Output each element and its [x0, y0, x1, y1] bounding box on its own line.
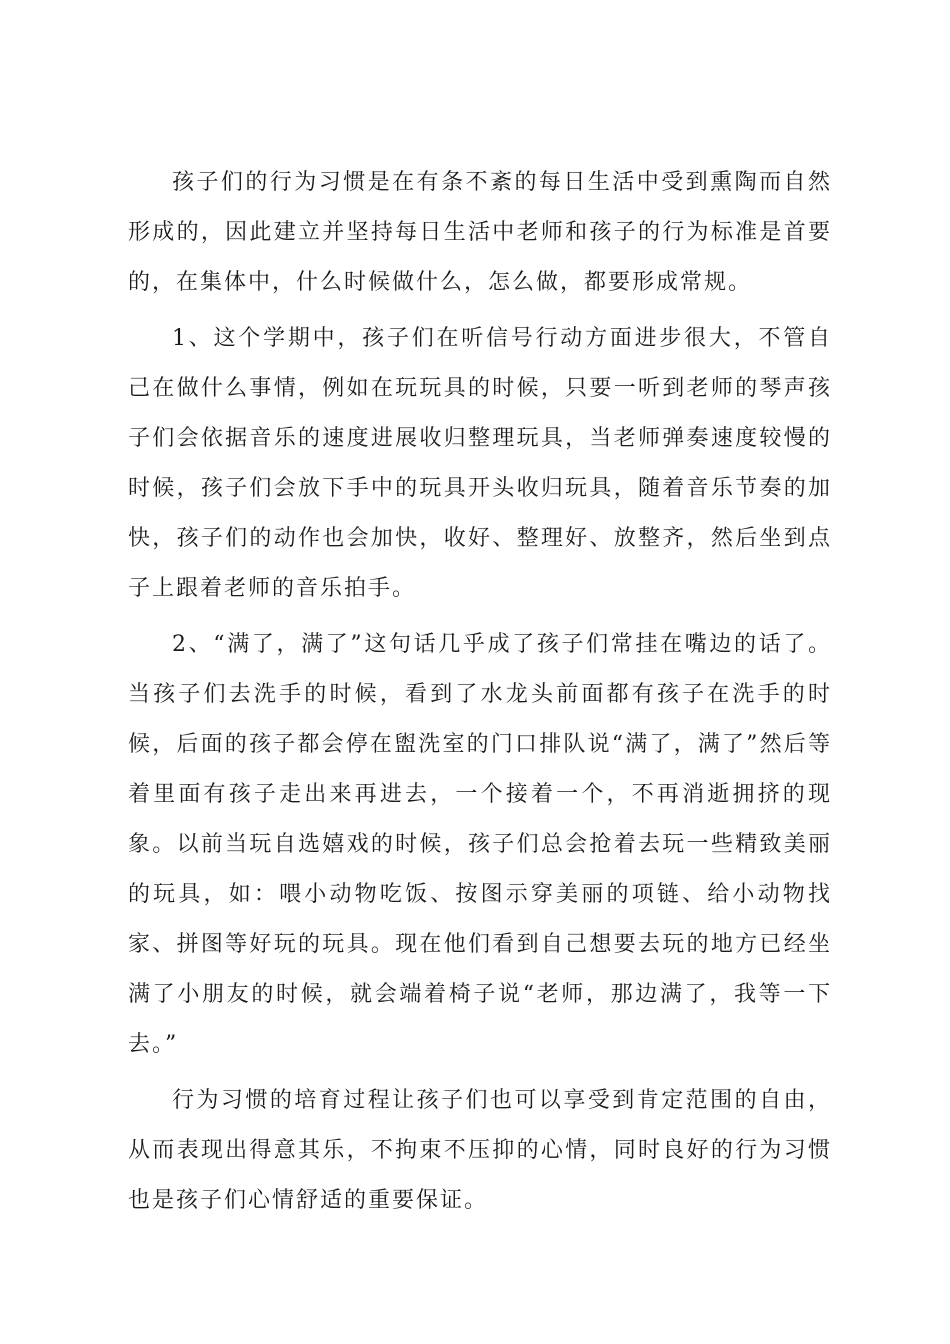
document-body: [128, 158, 832, 1232]
paragraph-conclusion: 行为习惯的培育过程让孩子们也可以享受到肯定范围的自由，从而表现出得意其乐，不拘束不压抑的心情，同时良好的行为习惯也是孩子们心情舒适的重要保证。: [128, 1088, 832, 1213]
paragraph-item-2: 2、“满了，满了”这句话几乎成了孩子们常挂在嘴边的话了。当孩子们去洗手的时候，看到了水龙头前面都有孩子在洗手的时候，后面的孩子都会停在盥洗室的门口排队说“满了，满了”然后等着里面有孩子走出来再进去，一个接着一个，不再消逝拥挤的现象。以前当玩自选嬉戏的时候，孩子们总会抢着去玩一些精致美丽的玩具，如：喂小动物吃饭、按图示穿美丽的项链、给小动物找家、拼图等好玩的玩具。现在他们看到自己想要去玩的地方已经坐满了小朋友的时候，就会端着椅子说“老师，那边满了，我等一下去。”: [128, 632, 832, 1057]
paragraph-item-1: 1、这个学期中，孩子们在听信号行动方面进步很大，不管自己在做什么事情，例如在玩玩具的时候，只要一听到老师的琴声孩子们会依据音乐的速度进展收归整理玩具，当老师弹奏速度较慢的时候，孩子们会放下手中的玩具开头收归玩具，随着音乐节奏的加快，孩子们的动作也会加快，收好、整理好、放整齐，然后坐到点子上跟着老师的音乐拍手。: [128, 326, 832, 601]
paragraph-intro: 孩子们的行为习惯是在有条不紊的每日生活中受到熏陶而自然形成的，因此建立并坚持每日生活中老师和孩子的行为标准是首要的，在集体中，什么时候做什么，怎么做，都要形成常规。: [128, 170, 832, 295]
